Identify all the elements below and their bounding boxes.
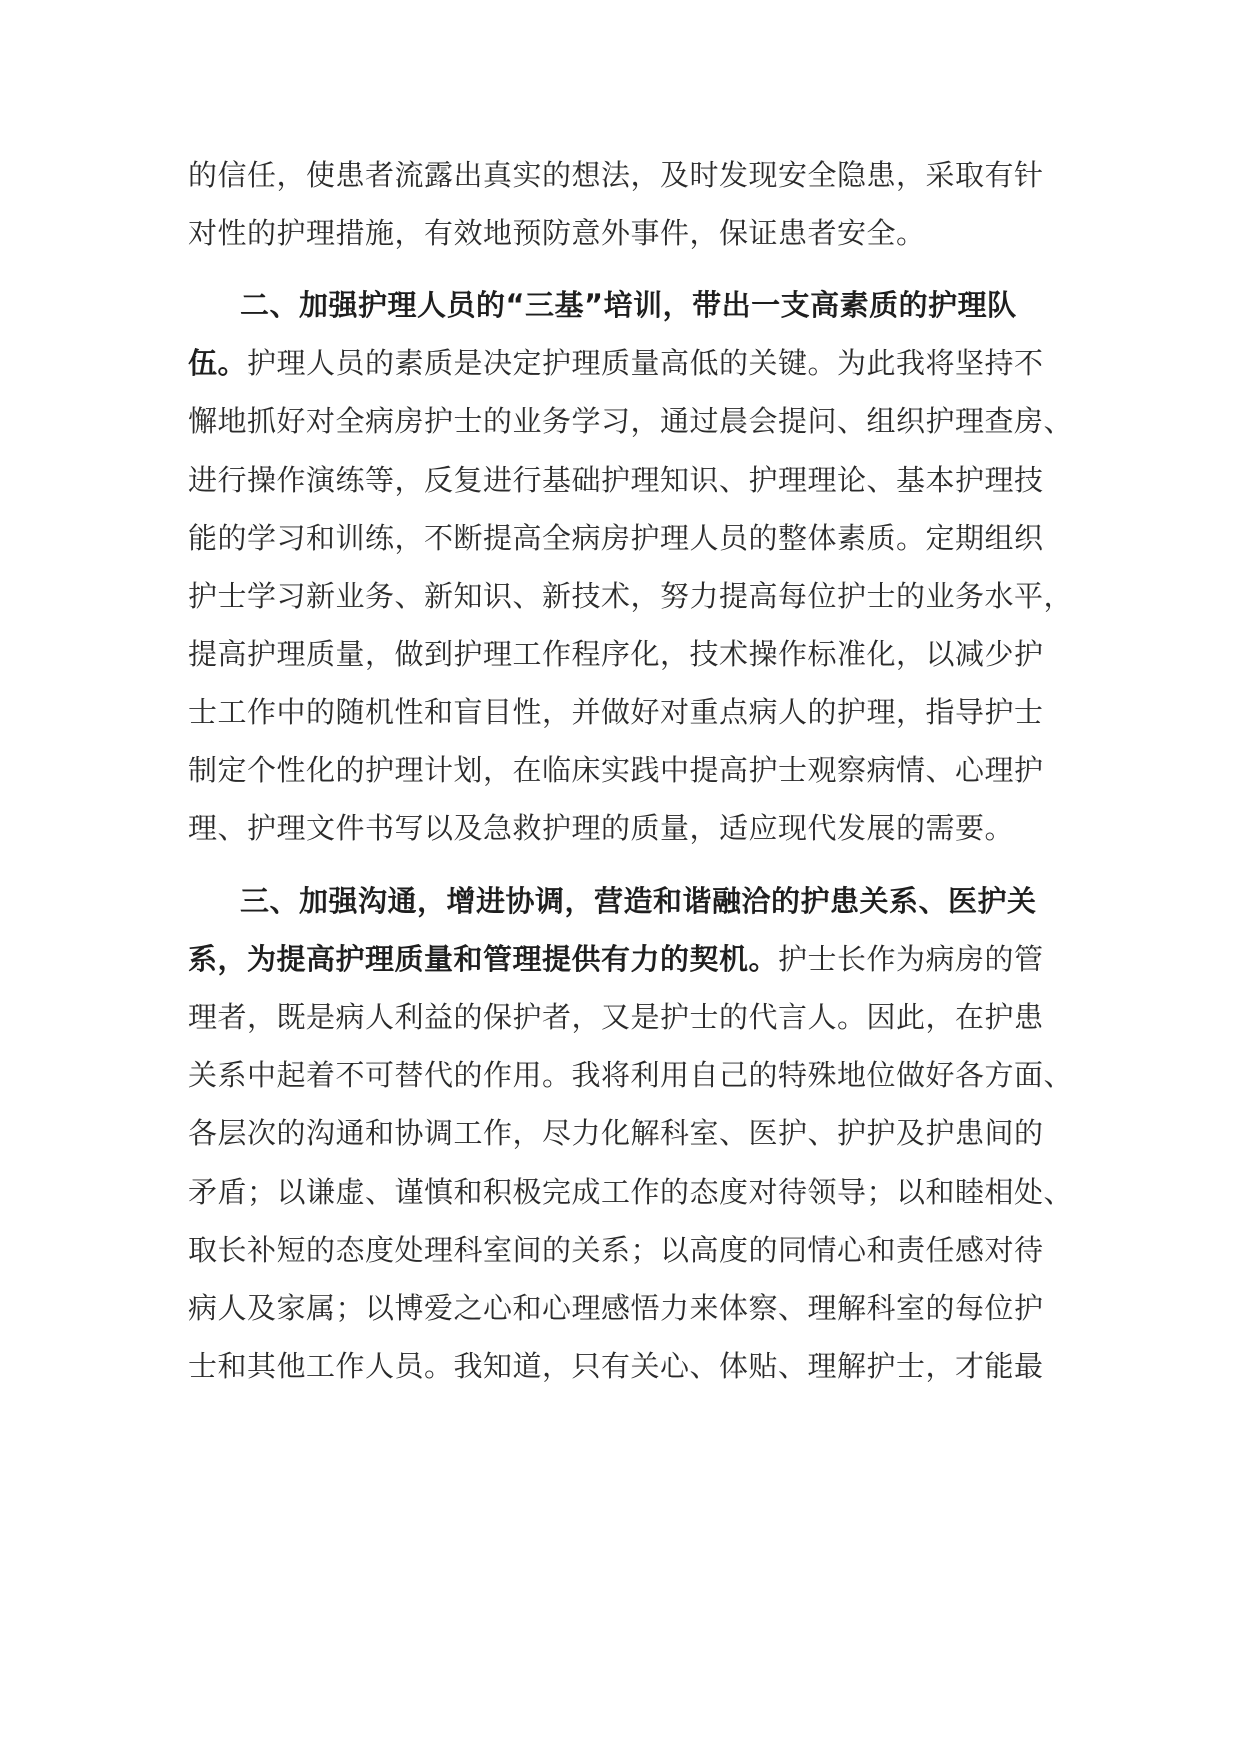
text-line [188, 1113, 1044, 1153]
text-line [188, 576, 1073, 616]
text-line [188, 997, 1044, 1037]
body-text: 护理人员的素质是决定护理质量高低的关键。为此我将坚持不 [247, 346, 1044, 380]
text-line [188, 213, 926, 253]
text-line [188, 460, 1044, 500]
text-line [188, 692, 1044, 732]
body-text: 提高护理质量，做到护理工作程序化，技术操作标准化，以减少护 [188, 637, 1044, 671]
text-line [240, 881, 1037, 921]
text-line [188, 1346, 1044, 1386]
body-text: 理、护理文件书写以及急救护理的质量，适应现代发展的需要。 [188, 811, 1015, 845]
body-text: 士和其他工作人员。我知道，只有关心、体贴、理解护士，才能最 [188, 1349, 1044, 1383]
body-text: 各层次的沟通和协调工作，尽力化解科室、医护、护护及护患间的 [188, 1116, 1044, 1150]
text-line [188, 1055, 1073, 1095]
body-text: 理者，既是病人利益的保护者，又是护士的代言人。因此，在护患 [188, 1000, 1044, 1034]
text-line [188, 518, 1044, 558]
body-text: 的信任，使患者流露出真实的想法，及时发现安全隐患，采取有针 [188, 158, 1044, 192]
bold-heading-text: 二、加强护理人员的“三基”培训，带出一支高素质的护理队 [240, 288, 1017, 322]
text-line [188, 1230, 1044, 1270]
bold-heading-text: 三、加强沟通，增进协调，营造和谐融洽的护患关系、医护关 [240, 884, 1037, 918]
text-line [240, 285, 1017, 325]
text-line [188, 634, 1044, 674]
body-text: 对性的护理措施，有效地预防意外事件，保证患者安全。 [188, 216, 926, 250]
body-text: 矛盾；以谦虚、谨慎和积极完成工作的态度对待领导；以和睦相处、 [188, 1175, 1074, 1209]
body-text: 取长补短的态度处理科室间的关系；以高度的同情心和责任感对待 [188, 1233, 1044, 1267]
body-text: 护士长作为病房的管 [778, 942, 1044, 976]
bold-heading-text: 系，为提高护理质量和管理提供有力的契机。 [188, 942, 779, 976]
body-text: 关系中起着不可替代的作用。我将利用自己的特殊地位做好各方面、 [188, 1058, 1074, 1092]
text-line [188, 808, 1014, 848]
bold-heading-text: 伍。 [188, 346, 248, 380]
body-text: 进行操作演练等，反复进行基础护理知识、护理理论、基本护理技 [188, 463, 1044, 497]
text-line [188, 401, 1073, 441]
body-text: 懈地抓好对全病房护士的业务学习，通过晨会提问、组织护理查房、 [188, 404, 1074, 438]
text-line [188, 1172, 1073, 1212]
body-text: 病人及家属；以博爱之心和心理感悟力来体察、理解科室的每位护 [188, 1291, 1044, 1325]
text-line [188, 1288, 1044, 1328]
body-text: 护士学习新业务、新知识、新技术，努力提高每位护士的业务水平， [188, 579, 1074, 613]
text-line [188, 155, 1044, 195]
text-line [188, 750, 1044, 790]
body-text: 制定个性化的护理计划，在临床实践中提高护士观察病情、心理护 [188, 753, 1044, 787]
body-text: 能的学习和训练，不断提高全病房护理人员的整体素质。定期组织 [188, 521, 1044, 555]
text-line [188, 939, 1044, 979]
text-line [188, 343, 1044, 383]
body-text: 士工作中的随机性和盲目性，并做好对重点病人的护理，指导护士 [188, 695, 1044, 729]
